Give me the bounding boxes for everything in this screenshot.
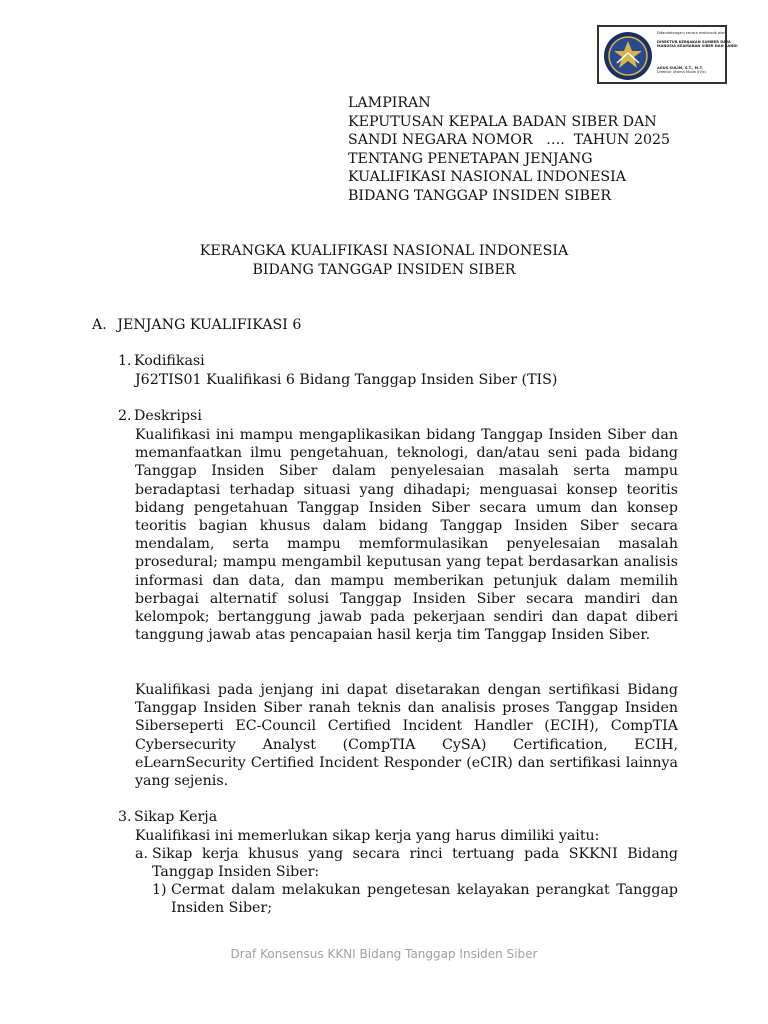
item-number: 3. (118, 809, 132, 825)
lampiran-line: KUALIFIKASI NASIONAL INDONESIA (348, 169, 627, 186)
stamp-line-1: Ditandatangani secara elektronik oleh: (657, 31, 727, 35)
sikap-kerja-intro: Kualifikasi ini memerlukan sikap kerja yang harus dimiliki yaitu: (135, 828, 600, 844)
item-title: Deskripsi (134, 408, 202, 424)
point-label: 1) (152, 882, 167, 898)
stamp-text (657, 31, 738, 75)
stamp-line-3: MANUSIA KEAMANAN SIBER DAN SANDI (657, 44, 738, 49)
lampiran-line: BIDANG TANGGAP INSIDEN SIBER (348, 187, 612, 204)
section-heading (92, 316, 301, 335)
title-line-2: BIDANG TANGGAP INSIDEN SIBER (252, 261, 516, 278)
item-sikap-kerja-heading (118, 808, 217, 827)
lampiran-line: KEPUTUSAN KEPALA BADAN SIBER DAN (348, 113, 657, 130)
kodifikasi-text: J62TIS01 Kualifikasi 6 Bidang Tanggap Insiden Siber (TIS) (135, 372, 558, 388)
lampiran-header (348, 94, 670, 206)
sikap-kerja-subitem-a (135, 845, 678, 881)
item-kodifikasi-heading (118, 352, 205, 371)
deskripsi-paragraph-2: Kualifikasi pada jenjang ini dapat disetarakan dengan sertifikasi Bidang Tanggap Insiden Siber ranah teknis dan analisis proses Tanggap Insiden Siberseperti EC-Council Certified Incident Handler (ECIH), CompTIA Cybersecurity Analyst (CompTIA CySA) Certification, ECIH, eLearnSecurity Certified Incident Responder (eCIR) dan sertifikasi lainnya yang sejenis. (135, 682, 678, 790)
document-title (0, 242, 768, 279)
item-number: 2. (118, 408, 132, 424)
item-number: 1. (118, 353, 132, 369)
e-signature-stamp (597, 25, 738, 84)
deskripsi-paragraph-1: Kualifikasi ini mampu mengaplikasikan bidang Tanggap Insiden Siber dan memanfaatkan ilmu pengetahuan, teknologi, dan/atau seni pada bidang Tanggap Insiden Siber dalam penyelesaian masalah serta mampu beradaptasi terhadap situasi yang dihadapi; menguasai konsep teoritis bidang pengetahuan Tanggap Insiden Siber secara umum dan konsep teoritis bagian khusus dalam bidang Tanggap Insiden Siber secara mendalam, serta mampu memformulasikan penyelesaian masalah prosedural; mampu mengambil keputusan yang tepat berdasarkan analisis informasi dan data, dan mampu memberikan petunjuk dalam memilih berbagai alternatif solusi Tanggap Insiden Siber secara mandiri dan kelompok; bertanggung jawab pada pekerjaan sendiri dan dapat diberi tanggung jawab atas pencapaian hasil kerja tim Tanggap Insiden Siber. (135, 427, 678, 644)
lampiran-line: TENTANG PENETAPAN JENJANG (348, 150, 593, 167)
stamp-signer-name: AGUS SULIM, S.T., M.T. (657, 65, 703, 70)
stamp-line-2: DIREKTUR KEBIJAKAN SUMBER DAYA (657, 39, 731, 44)
stamp-signer-title: Direktur Utama Muda (IV/c) (657, 70, 707, 75)
sikap-kerja-point-1 (152, 881, 678, 917)
bssn-emblem-logo (603, 31, 653, 81)
item-deskripsi-heading (118, 407, 202, 426)
page-footer: Draf Konsensus KKNI Bidang Tanggap Insiden Siber (230, 947, 538, 961)
title-line-1: KERANGKA KUALIFIKASI NASIONAL INDONESIA (199, 243, 569, 259)
lampiran-line: SANDI NEGARA NOMOR …. TAHUN 2025 (348, 132, 671, 149)
item-title: Sikap Kerja (134, 809, 218, 825)
lampiran-line: LAMPIRAN (348, 95, 431, 111)
subitem-text: Sikap kerja khusus yang secara rinci tertuang pada SKKNI Bidang Tanggap Insiden Siber: (152, 846, 678, 881)
item-title: Kodifikasi (134, 353, 205, 369)
subitem-label: a. (135, 846, 148, 862)
point-text: Cermat dalam melakukan pengetesan kelayakan perangkat Tanggap Insiden Siber; (171, 882, 678, 917)
section-title: JENJANG KUALIFIKASI 6 (117, 317, 302, 333)
section-label: A. (92, 317, 107, 333)
